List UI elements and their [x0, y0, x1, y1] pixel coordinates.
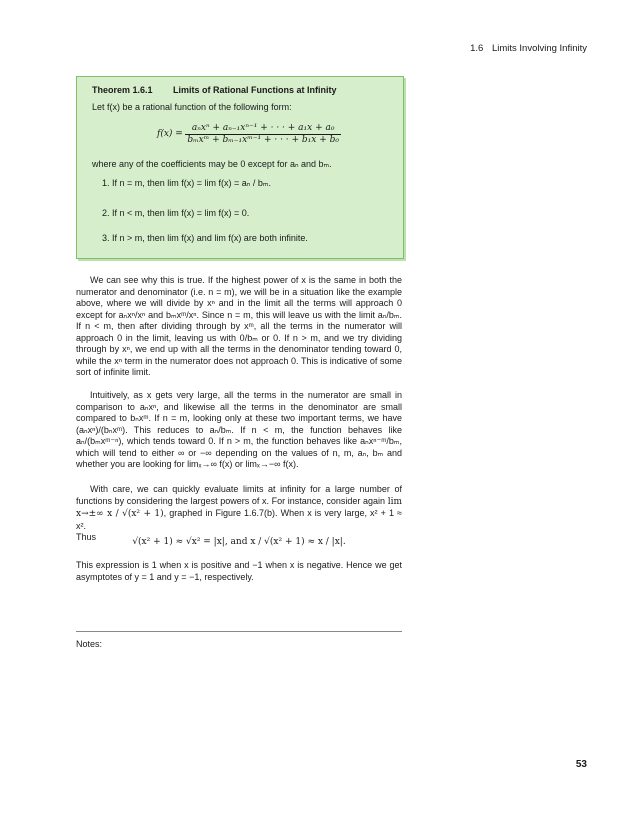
theorem-intro: Let f(x) be a rational function of the following form: — [92, 102, 292, 112]
body-paragraph-4 — [76, 560, 402, 583]
header-section-title: Limits Involving Infinity — [491, 43, 587, 54]
formula-fraction — [185, 123, 341, 146]
theorem-title — [92, 85, 337, 95]
running-header — [470, 43, 587, 54]
body-paragraph-2 — [76, 390, 402, 471]
item-number: 1. — [102, 178, 110, 188]
paragraph-text: With care, we can quickly evaluate limits at infinity for a large number of functions by considering the largest powers of x. For instance, consider again — [76, 484, 402, 506]
paragraph — [76, 484, 402, 532]
item-text: If n < m, then lim f(x) = lim f(x) = 0. — [112, 208, 250, 218]
theorem-name: Limits of Rational Functions at Infinity — [173, 85, 337, 95]
body-paragraph-3 — [76, 484, 402, 544]
display-equation — [76, 536, 402, 549]
paragraph: We can see why this is true. If the highest power of x is the same in both the numerator and denominator (i.e. n = m), we will be in a situation like the example above, where we will divide by xⁿ and in the limit all the terms will approach 0 except for aₙxⁿ/xⁿ and bₘxᵐ/xⁿ. Since n = m, this will leave us with the limit aₙ/bₘ. If n < m, then after dividing through by xᵐ, all the terms in the numerator will approach 0 in the limit, leaving us with 0/bₘ or 0. If n > m, and we try dividing through by xⁿ, we end up with all the terms in the denominator tending toward 0, while the xⁿ term in the numerator does not approach 0. This is indicative of some sort of infinite limit. — [76, 275, 402, 377]
paragraph: Intuitively, as x gets very large, all the terms in the numerator are small in comparison to aₙxⁿ, and likewise all the terms in the denominator are small compared to bₙxᵐ. If n = m, looking only at these two important terms, we have (aₙxⁿ)/(bₙxᵐ). This reduces to aₙ/bₘ. If n < m, the function behaves like aₙ/(bₘxᵐ⁻ⁿ), which tends toward 0. If n > m, the function behaves like aₙxⁿ⁻ᵐ/bₘ, which will tend to either ∞ or −∞ depending on the values of n, m, aₙ, bₘ and whether you are looking for limₓ→∞ f(x) or limₓ→−∞ f(x). — [76, 390, 402, 469]
body-paragraph-1 — [76, 275, 402, 379]
inline-limit: lim x→±∞ x / √(x² + 1) — [76, 496, 402, 519]
page-number: 53 — [575, 759, 587, 770]
item-number: 3. — [102, 233, 110, 243]
header-section-number: 1.6 — [470, 43, 484, 54]
paragraph: This expression is 1 when x is positive and −1 when x is negative. Hence we get asymptotes of y = 1 and y = −1, respectively. — [76, 560, 402, 582]
display-equation-text: √(x² + 1) ≈ √x² = |x|, and x / √(x² + 1) ≈ x / |x|. — [132, 537, 346, 547]
theorem-box — [76, 76, 404, 259]
notes-divider — [76, 631, 402, 632]
paragraph-text: , graphed in Figure 1.6.7(b). When x is very large, x² + 1 ≈ x². — [76, 508, 402, 531]
item-text: If n > m, then lim f(x) and lim f(x) are both infinite. — [112, 233, 308, 243]
formula-numerator: aₙxⁿ + aₙ₋₁xⁿ⁻¹ + · · · + a₁x + a₀ — [185, 123, 341, 135]
theorem-item-2 — [102, 208, 249, 219]
item-text: If n = m, then lim f(x) = lim f(x) = aₙ / bₘ. — [112, 178, 272, 188]
theorem-item-3 — [102, 233, 308, 244]
formula-lhs: f(x) = — [157, 129, 183, 139]
theorem-item-1 — [102, 178, 271, 189]
formula-denominator: bₘxᵐ + bₘ₋₁xᵐ⁻¹ + · · · + b₁x + b₀ — [187, 135, 339, 145]
item-number: 2. — [102, 208, 110, 218]
theorem-coeff-note: where any of the coefficients may be 0 except for aₙ and bₘ. — [92, 159, 332, 169]
notes-label: Notes: — [76, 639, 103, 649]
theorem-formula — [157, 123, 341, 146]
theorem-label: Theorem 1.6.1 — [92, 85, 153, 95]
paragraph-thus: Thus — [76, 532, 97, 542]
